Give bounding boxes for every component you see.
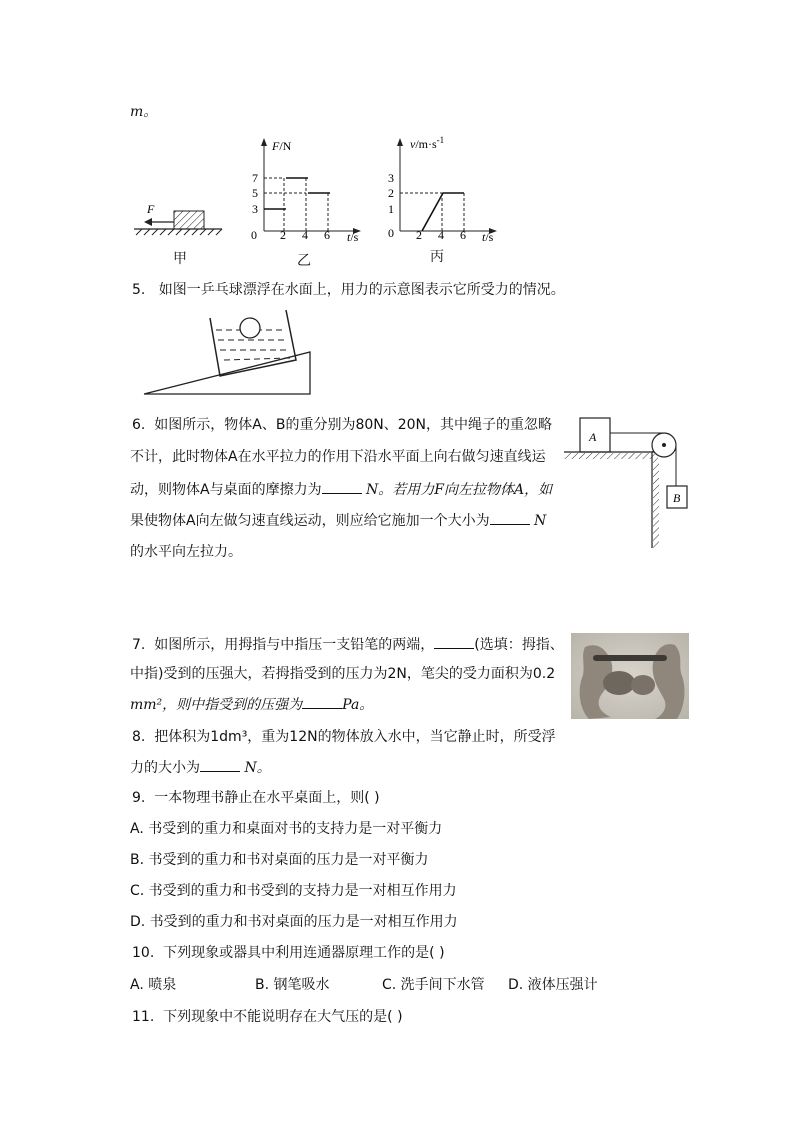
q10-option-c[interactable]: C. 洗手间下水管 (382, 977, 485, 993)
ytick-3b: 3 (388, 171, 394, 185)
q7-blank-2[interactable] (302, 694, 342, 709)
caption-jia: 甲 (173, 251, 187, 267)
q9-option-a[interactable]: A. 书受到的重力和桌面对书的支持力是一对平衡力 (130, 821, 443, 837)
q7-text-3b: Pa。 (342, 697, 374, 713)
q7-line3 (130, 694, 373, 715)
q8-num: 8. (132, 729, 146, 745)
xtick-6b: 6 (460, 228, 466, 242)
q6-line4 (130, 510, 546, 531)
q9-option-b[interactable]: B. 书受到的重力和书对桌面的压力是一对平衡力 (130, 852, 429, 868)
xtick-6: 6 (324, 228, 330, 242)
q6-line1 (132, 415, 552, 435)
ytick-2b: 2 (388, 186, 394, 200)
q7-text-1a: 如图所示，用拇指与中指压一支铅笔的两端， (154, 637, 435, 653)
origin-bing: 0 (388, 226, 394, 240)
q9-num: 9. (132, 790, 146, 806)
bing-series (422, 193, 464, 231)
figure-q6-pulley (560, 414, 695, 554)
q7-num: 7. (132, 637, 146, 653)
q7-line1 (132, 634, 564, 655)
label-B: B (673, 491, 681, 505)
q6-text-1: 如图所示，物体A、B的重分别为80N、20N，其中绳子的重忽略 (154, 417, 553, 433)
xlabel-yi: t/s (347, 230, 359, 244)
ytick-1b: 1 (388, 202, 394, 216)
q10-option-d[interactable]: D. 液体压强计 (508, 977, 598, 993)
xtick-4b: 4 (438, 228, 444, 242)
xtick-2: 2 (280, 228, 286, 242)
xtick-2b: 2 (416, 228, 422, 242)
figure-bing (384, 133, 514, 248)
q6-text-4a: 果使物体A向左做匀速直线运动，则应给它施加一个大小为 (130, 513, 490, 529)
q10-text: 下列现象或器具中利用连通器原理工作的是( ) (163, 945, 445, 961)
q8-line2 (130, 757, 271, 778)
pencil (593, 655, 667, 661)
q6-blank-2[interactable] (490, 510, 530, 525)
q10-num: 10. (132, 945, 155, 961)
ping-pong-ball (240, 318, 260, 338)
q11-num: 11. (132, 1009, 155, 1025)
ytick-5: 5 (252, 186, 258, 200)
q9-option-d[interactable]: D. 书受到的重力和书对桌面的压力是一对相互作用力 (130, 914, 458, 930)
q10-option-b[interactable]: B. 钢笔吸水 (255, 977, 330, 993)
caption-yi: 乙 (297, 253, 311, 269)
top-fragment: m。 (130, 104, 158, 120)
q9-option-c[interactable]: C. 书受到的重力和书受到的支持力是一对相互作用力 (130, 883, 457, 899)
force-label-F: F (147, 202, 155, 216)
q8-blank[interactable] (200, 757, 240, 772)
q7-line2: 中指)受到的压强大，若拇指受到的压力为2N，笔尖的受力面积为0.2 (130, 666, 556, 682)
q7-blank-1[interactable] (434, 634, 474, 649)
ytick-7: 7 (252, 171, 258, 185)
q6-text-3a: 动，则物体A与桌面的摩擦力为 (130, 482, 322, 498)
q5-num: 5. (132, 282, 146, 298)
photo-pencil-fingers (571, 633, 689, 719)
q10-stem (132, 943, 445, 963)
ylabel-yi: F/N (272, 139, 292, 153)
figure-yi (246, 135, 376, 250)
q8-line1 (132, 727, 556, 747)
block-jia (174, 211, 204, 229)
q11-stem (132, 1007, 403, 1027)
label-A: A (589, 430, 597, 444)
xtick-4: 4 (302, 228, 308, 242)
table-hatch (564, 453, 658, 459)
ylabel-bing: $v/m\cdot s^{-1}$ (410, 135, 445, 151)
q8-text-1: 把体积为1dm³，重为12N的物体放入水中，当它静止时，所受浮 (154, 729, 556, 745)
ytick-3: 3 (252, 202, 258, 216)
q7-text-1b: (选填：拇指、 (474, 637, 564, 653)
q5-text: 如图一乒乓球漂浮在水面上，用力的示意图表示它所受力的情况。 (158, 282, 565, 298)
q11-text: 下列现象中不能说明存在大气压的是( ) (163, 1009, 403, 1025)
q9-text: 一本物理书静止在水平桌面上，则( ) (154, 790, 380, 806)
q8-text-2b: N。 (244, 760, 271, 776)
q8-text-2a: 力的大小为 (130, 760, 200, 776)
bing-velocity-line (422, 193, 464, 231)
q6-line5: 的水平向左拉力。 (130, 544, 242, 560)
q6-text-4b: N (534, 513, 547, 529)
q9-stem (132, 788, 380, 808)
origin-yi: 0 (251, 228, 257, 242)
figure-q5-beaker (140, 306, 315, 398)
q6-line2: 不计，此时物体A在水平拉力的作用下沿水平面上向右做匀速直线运 (130, 449, 546, 465)
q7-text-3a: mm²，则中指受到的压强为 (130, 697, 303, 713)
caption-bing: 丙 (430, 249, 444, 265)
q6-blank-1[interactable] (322, 479, 362, 494)
force-arrow-head (144, 218, 152, 226)
q6-num: 6. (132, 417, 146, 433)
q5 (132, 280, 565, 300)
q10-option-a[interactable]: A. 喷泉 (130, 977, 177, 993)
xlabel-bing: t/s (482, 230, 494, 244)
q6-line3 (130, 479, 552, 500)
q6-text-3b: N。若用力F向左拉物体A，如 (366, 482, 553, 498)
